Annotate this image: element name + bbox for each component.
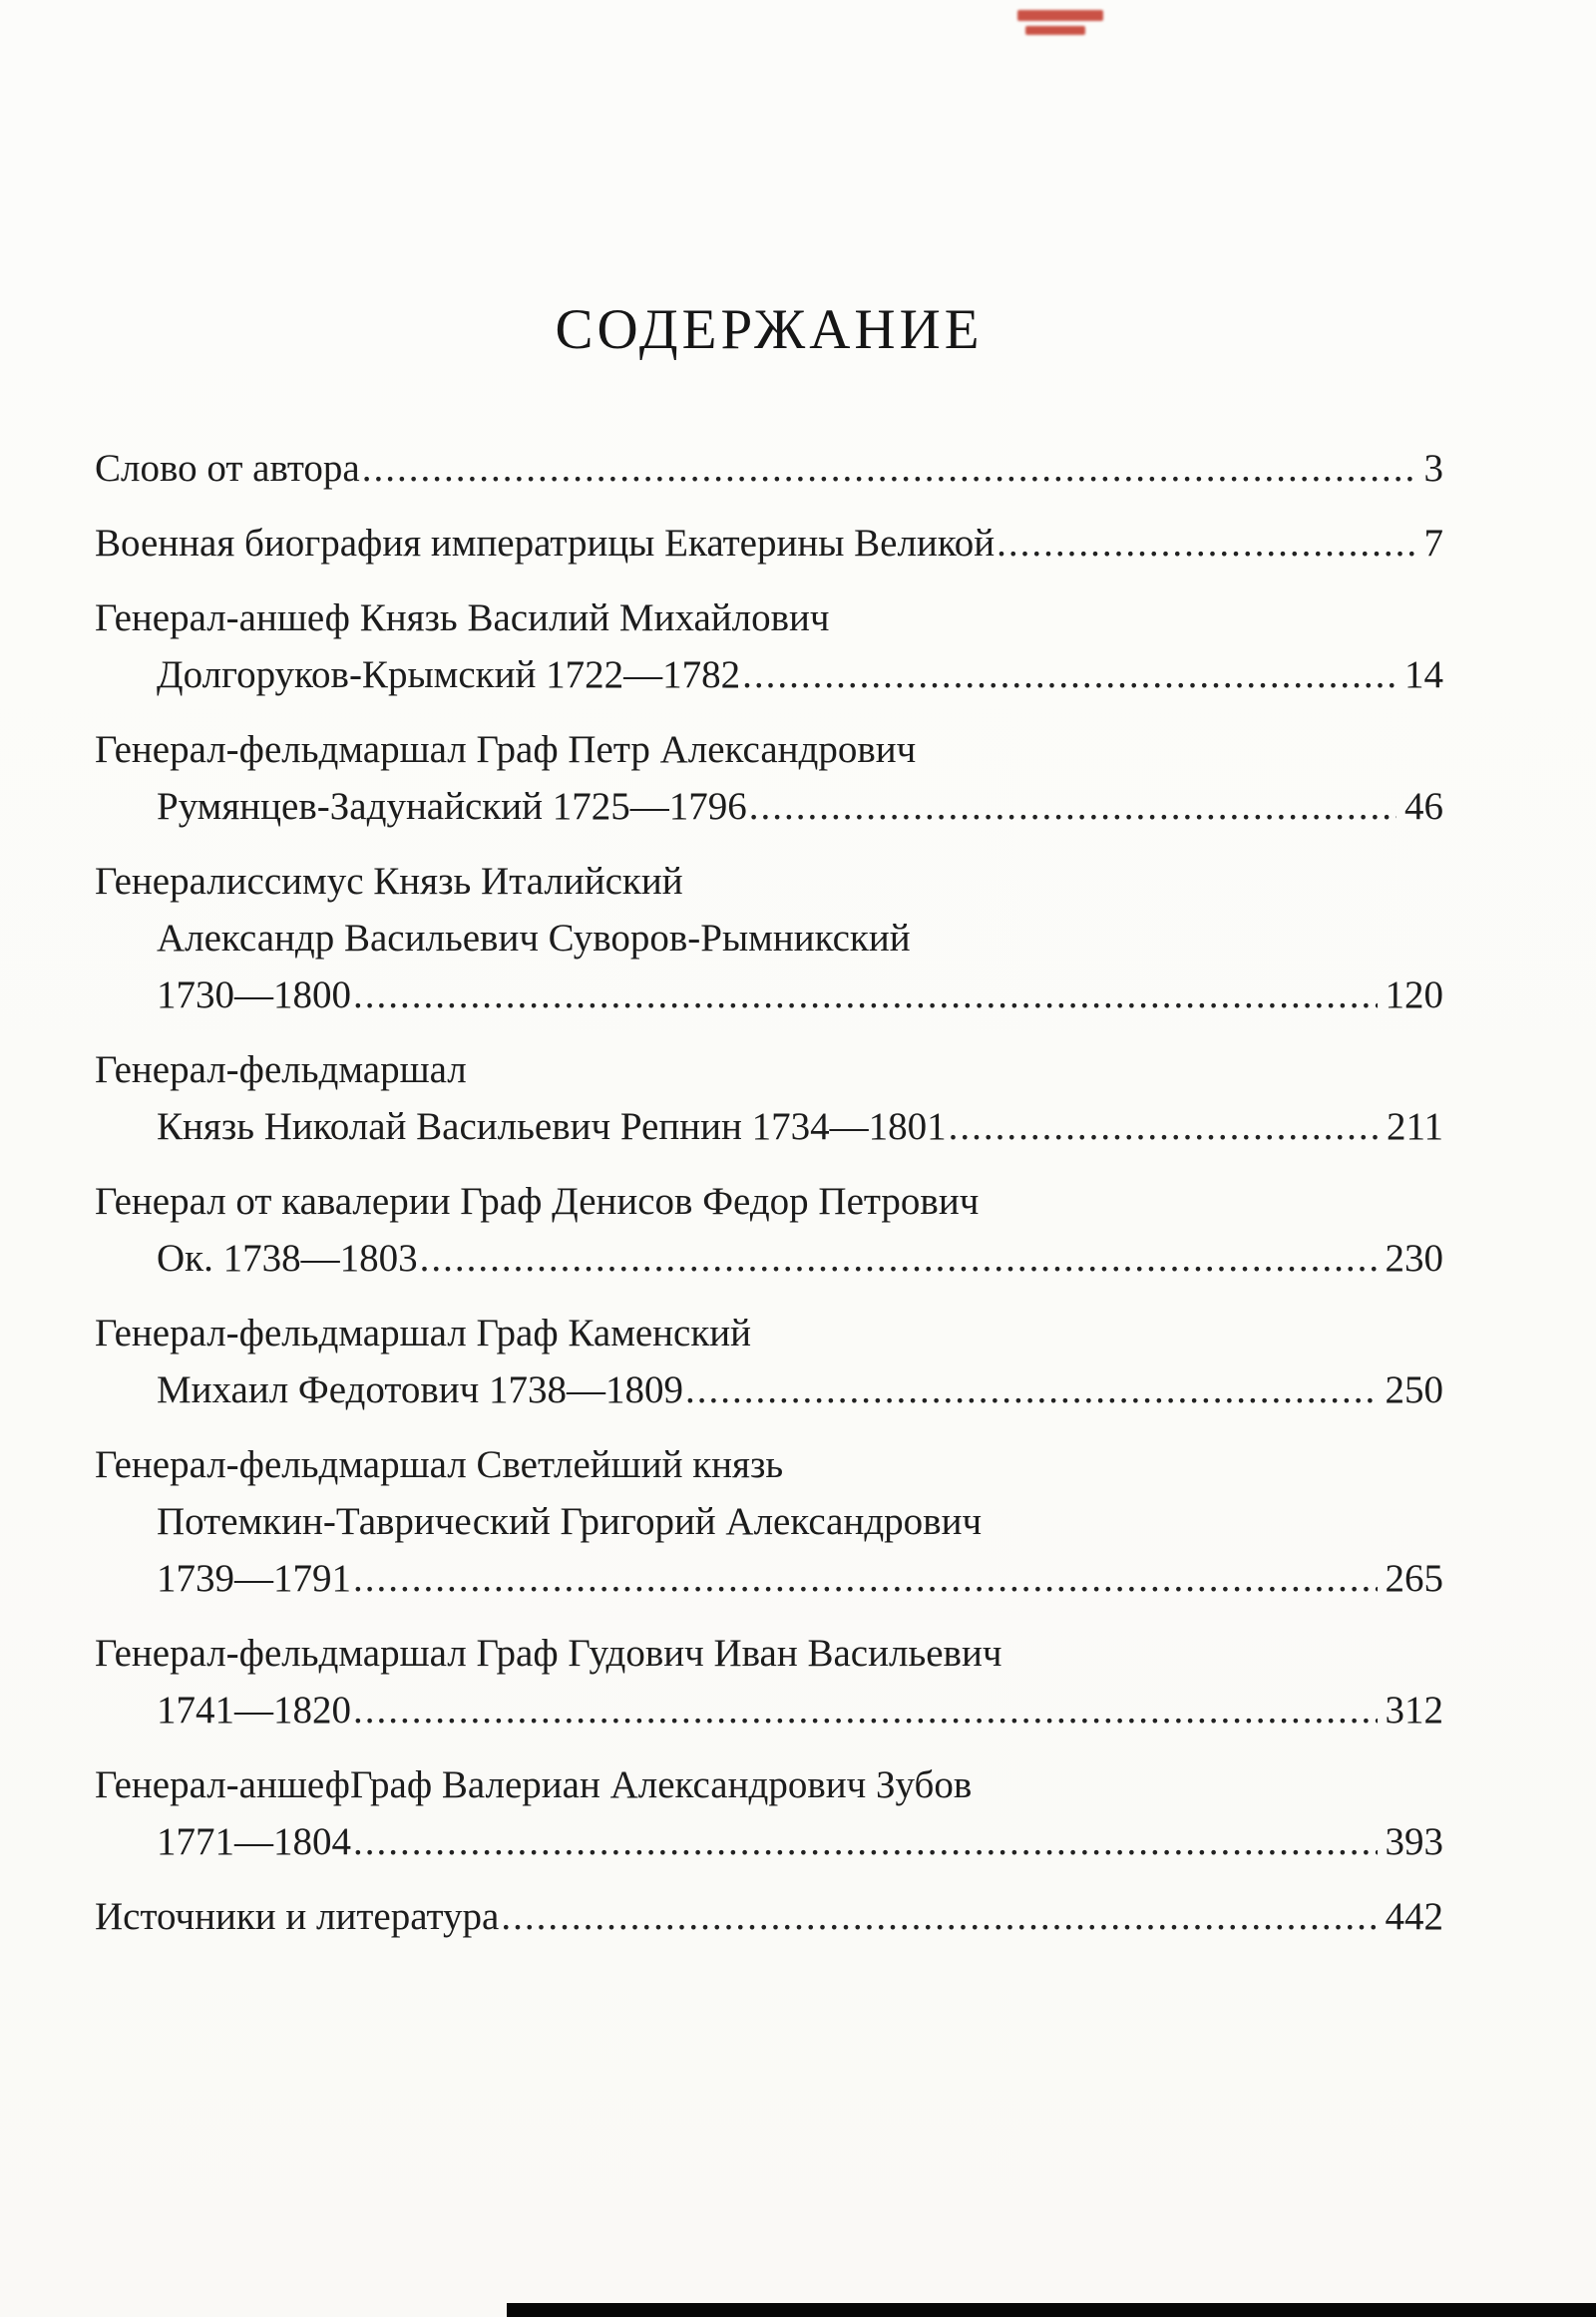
toc-line [95, 1361, 1443, 1418]
entry-text: Генерал-фельдмаршал Граф Каменский [95, 1312, 752, 1354]
entry-text: Генерал-аншеф Князь Василий Михайлович [95, 596, 830, 639]
dot-leader [353, 1813, 1378, 1870]
page-number: 250 [1385, 1368, 1443, 1411]
entry-text: Румянцев-Задунайский 1725—1796 [157, 785, 747, 828]
entry-text: Долгоруков-Крымский 1722—1782 [157, 653, 741, 696]
toc-entry [95, 1888, 1443, 1945]
entry-text: Военная биография императрицы Екатерины Великой [95, 522, 996, 565]
page-number: 312 [1385, 1689, 1443, 1732]
dot-leader [685, 1361, 1377, 1418]
page-number: 7 [1423, 522, 1443, 565]
toc-entry [95, 1041, 1443, 1155]
toc-line [95, 589, 1443, 646]
toc-line [95, 515, 1443, 572]
toc-line [95, 1756, 1443, 1813]
dot-leader [997, 515, 1415, 572]
page-number: 230 [1385, 1237, 1443, 1280]
table-of-contents [95, 0, 1443, 1963]
page-number: 3 [1423, 447, 1443, 490]
entry-text: Генерал-фельдмаршал [95, 1048, 467, 1091]
toc-line [95, 1493, 1443, 1550]
toc-line [95, 1436, 1443, 1493]
entry-text: Генерал-фельдмаршал Граф Петр Александрович [95, 728, 917, 771]
entry-text: Генерал-фельдмаршал Граф Гудович Иван Васильевич [95, 1632, 1002, 1675]
page-number: 211 [1386, 1105, 1443, 1148]
toc-line [95, 1098, 1443, 1155]
toc-line [95, 440, 1443, 497]
toc-line [95, 966, 1443, 1023]
dot-leader [353, 1550, 1378, 1607]
dot-leader [353, 1682, 1378, 1738]
toc-entry [95, 721, 1443, 835]
toc-entry [95, 589, 1443, 703]
toc-line [95, 646, 1443, 703]
page-title: СОДЕРЖАНИЕ [555, 298, 984, 361]
dot-leader [420, 1230, 1378, 1287]
entry-text: Генерал от кавалерии Граф Денисов Федор Петрович [95, 1180, 980, 1223]
page-number: 442 [1385, 1895, 1443, 1938]
toc-entry [95, 515, 1443, 572]
dot-leader [362, 440, 1416, 497]
dot-leader [749, 778, 1396, 835]
entry-text: 1739—1791 [157, 1557, 351, 1600]
entry-text: Генералиссимус Князь Италийский [95, 860, 683, 903]
toc-line [95, 778, 1443, 835]
entry-text: Александр Васильевич Суворов-Рымникский [157, 917, 911, 960]
page-number: 46 [1404, 785, 1443, 828]
toc-line [95, 1041, 1443, 1098]
toc-line [95, 1230, 1443, 1287]
entry-text: Генерал-аншефГраф Валериан Александрович Зубов [95, 1763, 973, 1806]
page-number: 265 [1385, 1557, 1443, 1600]
toc-entry [95, 1756, 1443, 1870]
toc-line [95, 721, 1443, 778]
entry-text: Генерал-фельдмаршал Светлейший князь [95, 1443, 784, 1486]
entry-text: Ок. 1738—1803 [157, 1237, 418, 1280]
toc-line [95, 1305, 1443, 1361]
entry-text: Потемкин-Таврический Григорий Александрович [157, 1500, 983, 1543]
toc-line [95, 1550, 1443, 1607]
dot-leader [501, 1888, 1377, 1945]
entry-text: Источники и литература [95, 1895, 500, 1938]
toc-line [95, 910, 1443, 966]
toc-line [95, 1173, 1443, 1230]
toc-entries [95, 440, 1443, 1945]
entry-text: Слово от автора [95, 447, 360, 490]
toc-entry [95, 1436, 1443, 1607]
toc-line [95, 853, 1443, 910]
scan-edge-bar [507, 2303, 1596, 2317]
entry-text: 1771—1804 [157, 1820, 351, 1863]
dot-leader [949, 1098, 1379, 1155]
dot-leader [742, 646, 1396, 703]
dot-leader [353, 966, 1378, 1023]
toc-line [95, 1682, 1443, 1738]
page-number: 120 [1385, 973, 1443, 1016]
entry-text: 1730—1800 [157, 973, 351, 1016]
page-number: 14 [1404, 653, 1443, 696]
toc-line [95, 1625, 1443, 1682]
entry-text: Михаил Федотович 1738—1809 [157, 1368, 684, 1411]
toc-entry [95, 1173, 1443, 1287]
page-number: 393 [1385, 1820, 1443, 1863]
toc-entry [95, 1625, 1443, 1738]
toc-line [95, 1813, 1443, 1870]
toc-line [95, 1888, 1443, 1945]
entry-text: 1741—1820 [157, 1689, 351, 1732]
toc-entry [95, 440, 1443, 497]
toc-entry [95, 853, 1443, 1023]
entry-text: Князь Николай Васильевич Репнин 1734—1801 [157, 1105, 947, 1148]
toc-entry [95, 1305, 1443, 1418]
